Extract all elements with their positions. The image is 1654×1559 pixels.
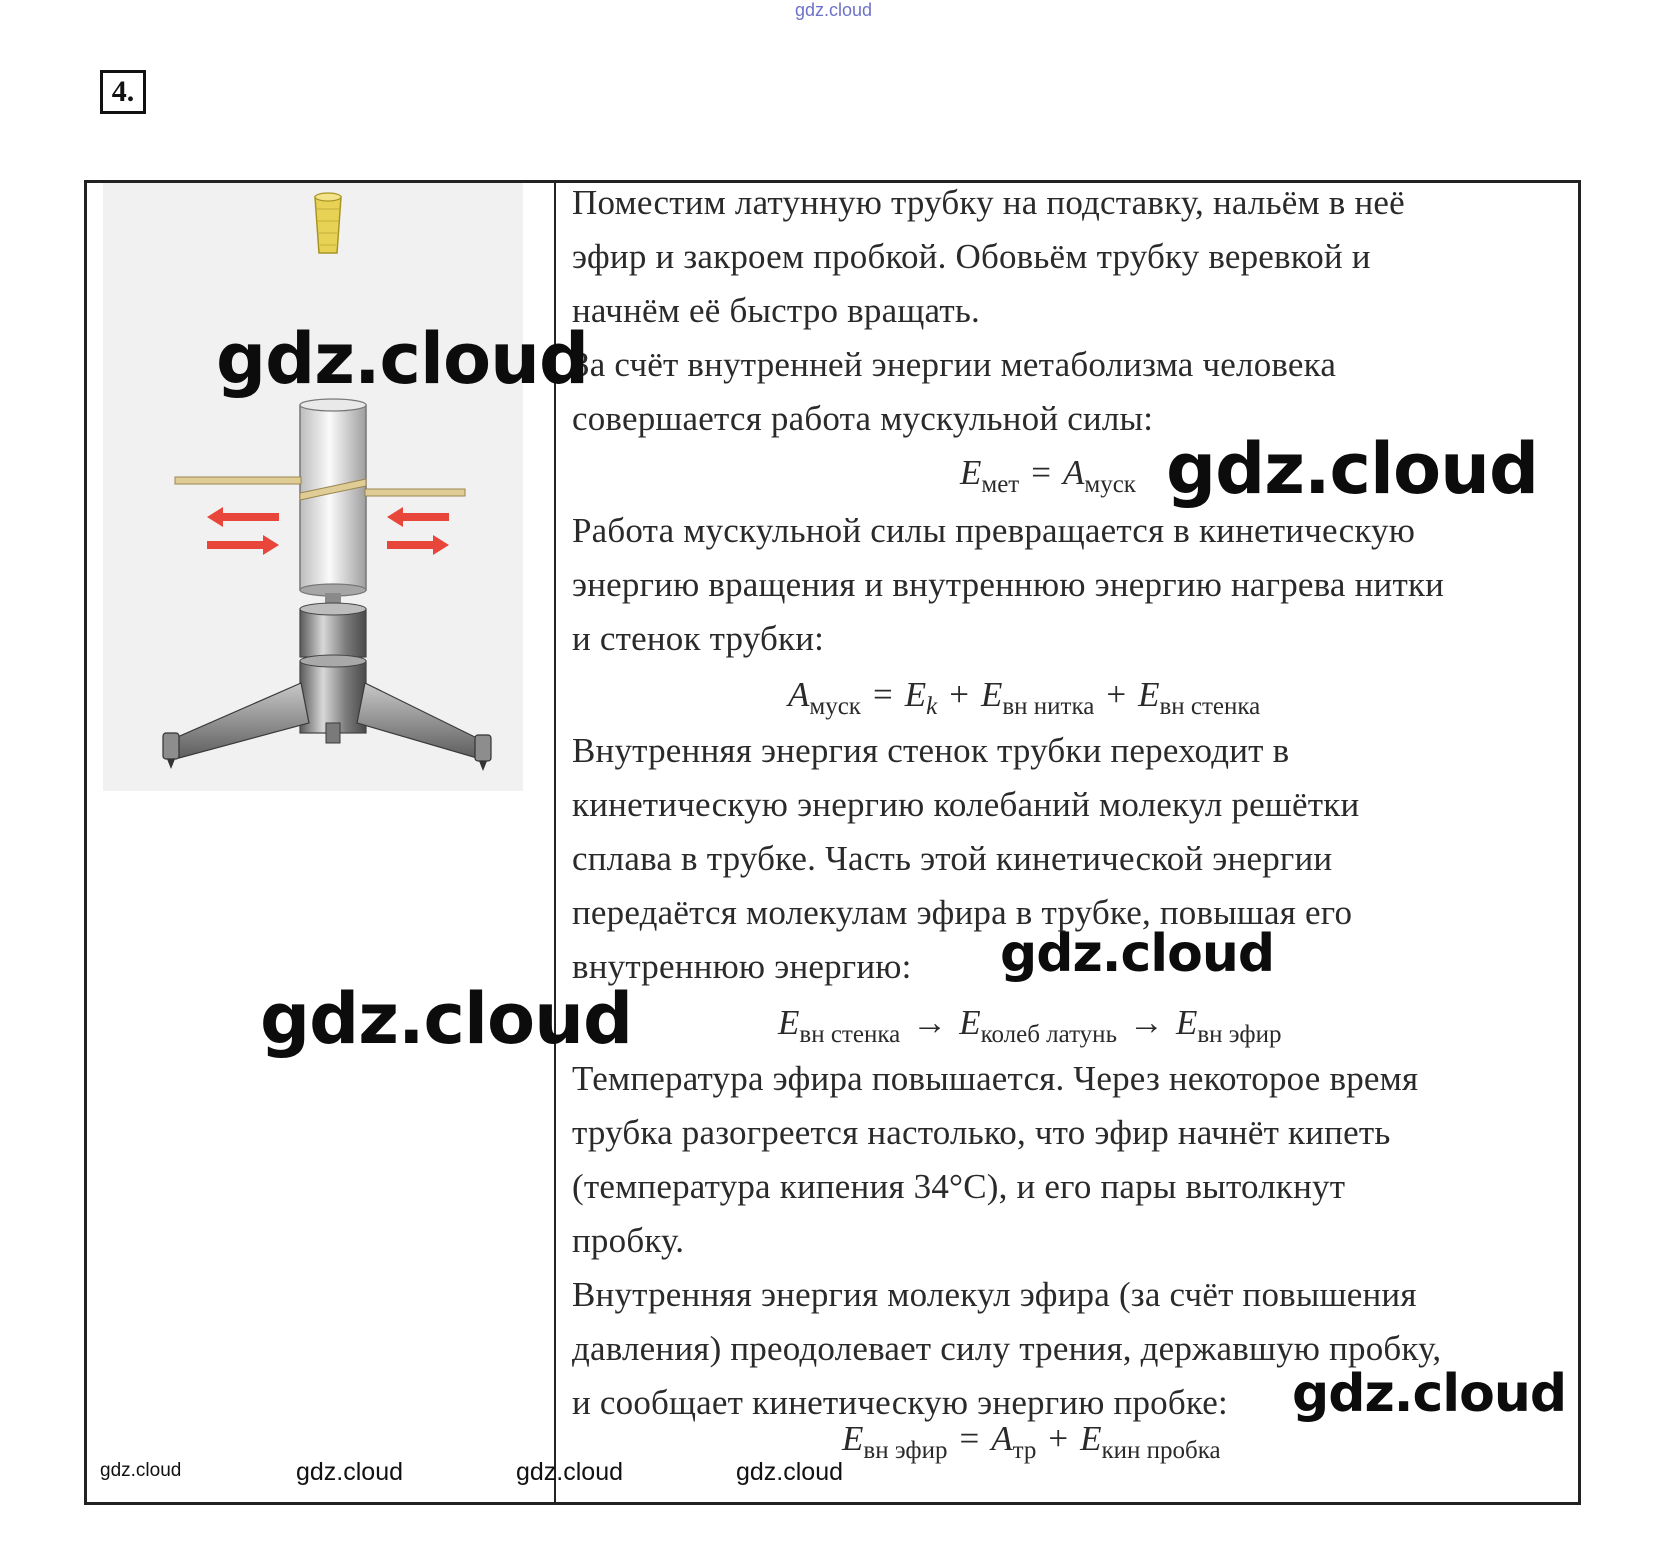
formula-cork-energy: $E_{вн эфир} = A_{тр} + E_{кин пробка}$	[842, 1419, 1221, 1464]
text-line: начнём её быстро вращать.	[572, 291, 980, 330]
watermark-small: gdz.cloud	[100, 1460, 182, 1481]
watermark-small: gdz.cloud	[516, 1458, 624, 1486]
task-number-box: 4.	[100, 70, 146, 114]
stand-upper-cylinder	[300, 603, 366, 657]
watermark: gdz.cloud	[216, 318, 589, 400]
formula-muscle-work: $E_{мет} = A_{муск}$	[960, 453, 1136, 498]
text-line: Внутренняя энергия молекул эфира (за счёт повышения	[572, 1275, 1417, 1314]
watermark: gdz.cloud	[1000, 924, 1275, 984]
formula-energy-chain: $E_{вн стенка} \to E_{колеб латунь} \to E_{вн эфир}$	[778, 1003, 1282, 1048]
text-line: и сообщает кинетическую энергию пробке:	[572, 1383, 1228, 1422]
text-line: совершается работа мускульной силы:	[572, 399, 1154, 438]
watermark: gdz.cloud	[1292, 1364, 1567, 1424]
text-line: сплава в трубке. Часть этой кинетической энергии	[572, 839, 1333, 878]
text-line: пробку.	[572, 1221, 685, 1260]
watermark-small: gdz.cloud	[296, 1458, 404, 1486]
top-watermark: gdz.cloud	[795, 0, 873, 20]
text-line: (температура кипения 34°С), и его пары вытолкнут	[572, 1167, 1346, 1206]
text-line: Внутренняя энергия стенок трубки переходит в	[572, 731, 1290, 770]
text-line: энергию вращения и внутреннюю энергию нагрева нитки	[572, 565, 1445, 604]
watermark-small: gdz.cloud	[736, 1458, 844, 1486]
text-line: передаётся молекулам эфира в трубке, повышая его	[572, 893, 1353, 932]
formula-work-to-energy: $A_{муск} = E_k + E_{вн нитка} + E_{вн стенка}$	[788, 675, 1261, 720]
text-line: Поместим латунную трубку на подставку, нальём в неё	[572, 183, 1405, 222]
text-line: эфир и закроем пробкой. Обовьём трубку веревкой и	[572, 237, 1371, 276]
watermark: gdz.cloud	[260, 978, 633, 1060]
text-line: давления) преодолевает силу трения, державшую пробку,	[572, 1329, 1442, 1368]
stand-lower-cylinder	[300, 655, 366, 733]
watermark: gdz.cloud	[1166, 428, 1539, 510]
text-line: За счёт внутренней энергии метаболизма человека	[572, 345, 1337, 384]
text-line: кинетическую энергию колебаний молекул решётки	[572, 785, 1360, 824]
cork	[315, 193, 341, 253]
tube-apparatus-illustration	[103, 183, 523, 791]
text-line: трубка разогреется настолько, что эфир начнёт кипеть	[572, 1113, 1391, 1152]
text-line: Работа мускульной силы превращается в кинетическую	[572, 511, 1416, 550]
text-line: внутреннюю энергию:	[572, 947, 912, 986]
text-line: и стенок трубки:	[572, 619, 825, 658]
text-line: Температура эфира повышается. Через некоторое время	[572, 1059, 1419, 1098]
